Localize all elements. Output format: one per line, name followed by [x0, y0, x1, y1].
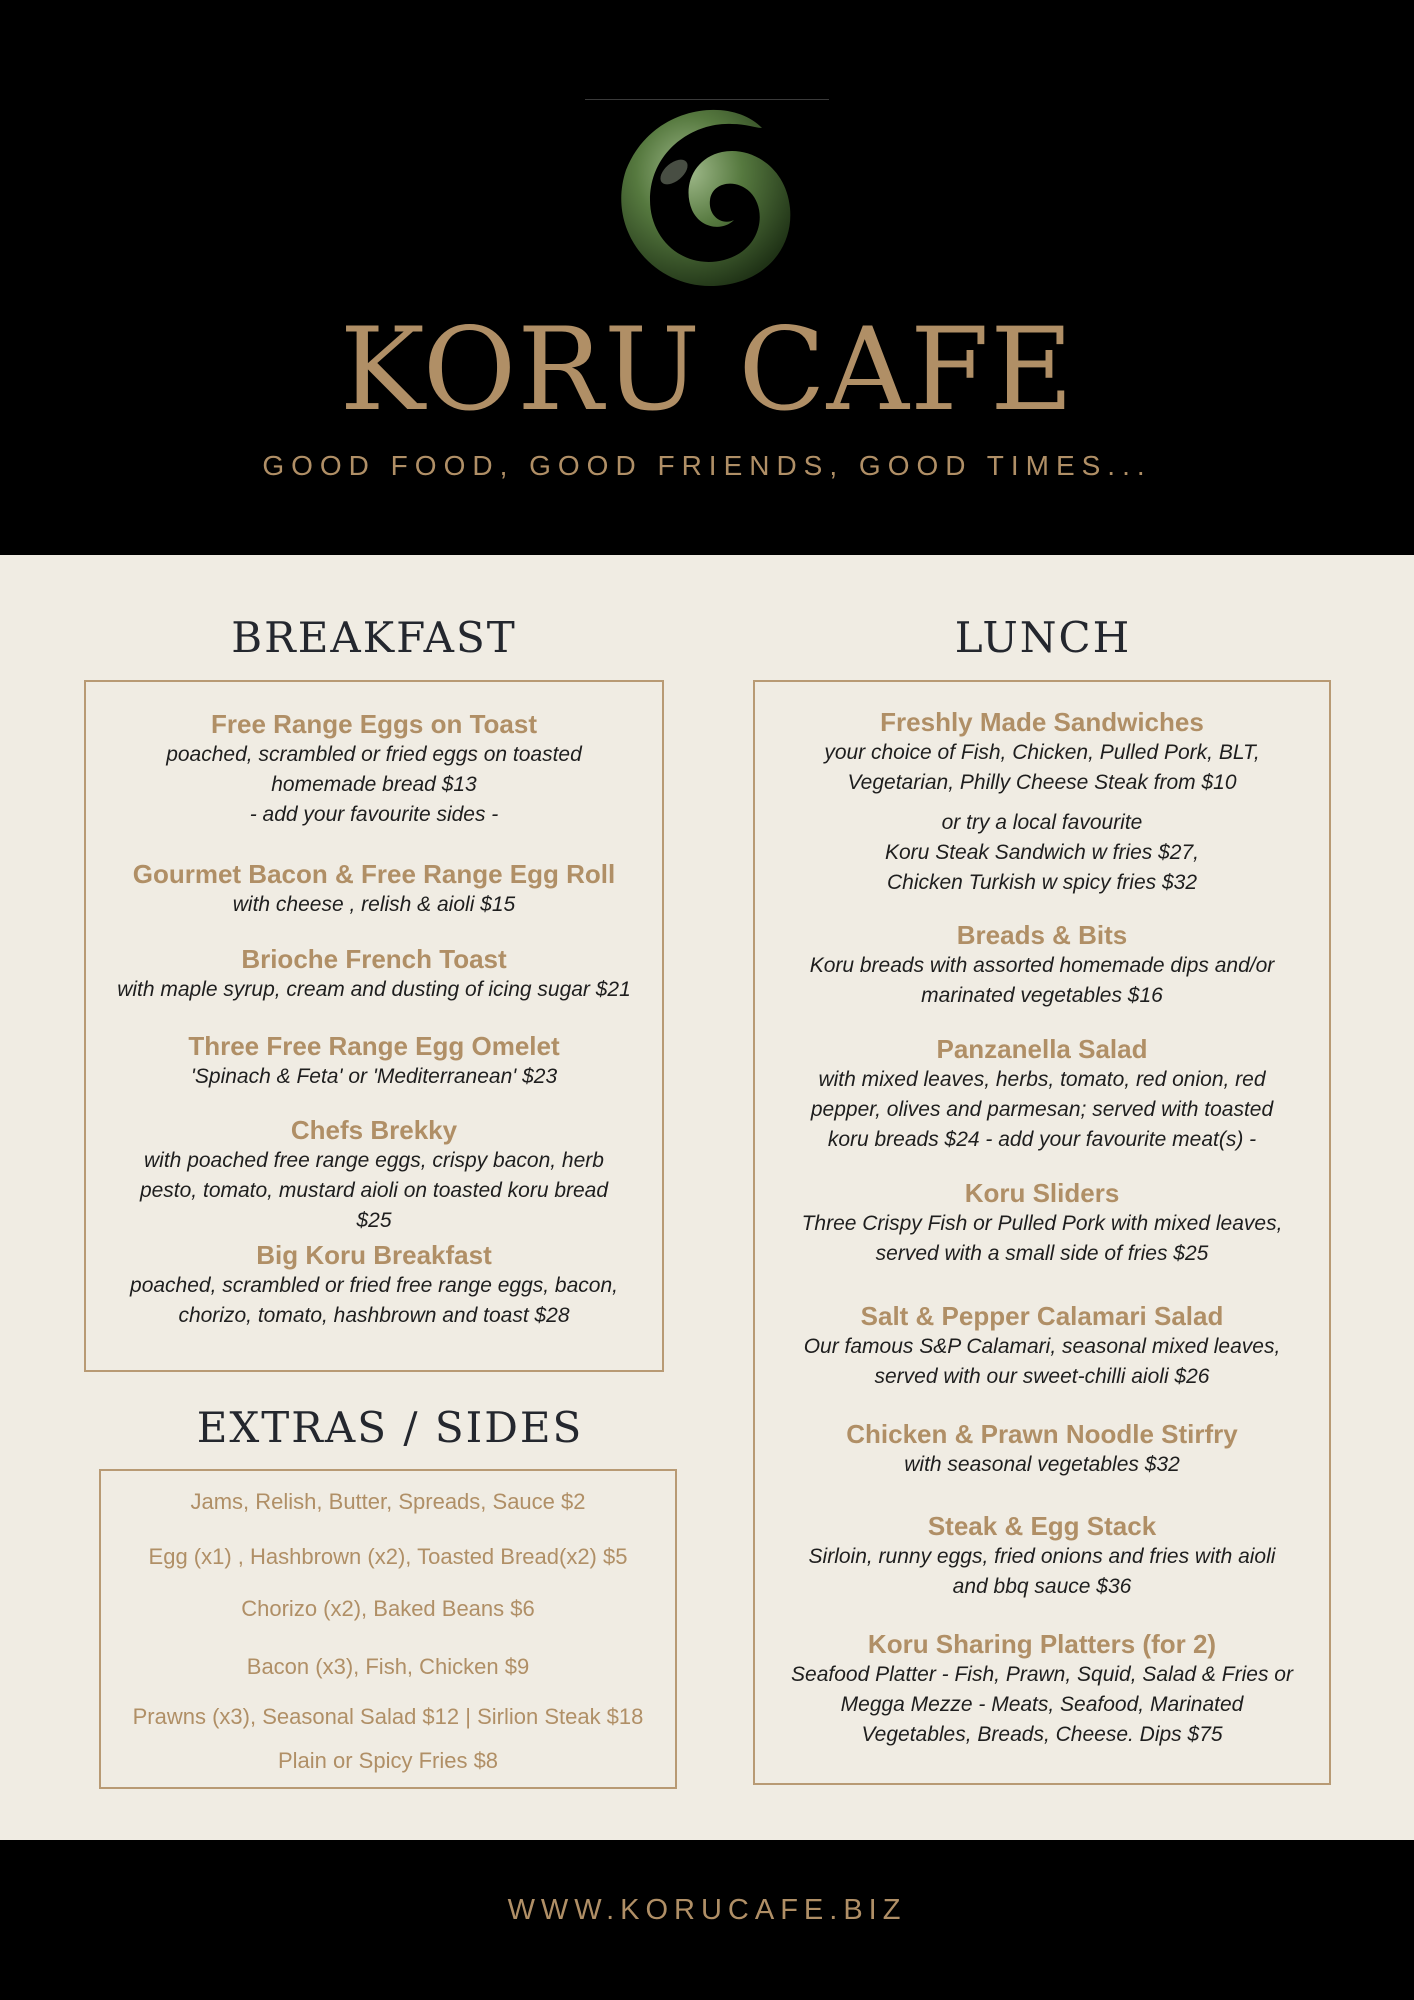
item-desc: Seafood Platter - Fish, Prawn, Squid, Salad & Fries or: [791, 1663, 1293, 1686]
item-desc: with maple syrup, cream and dusting of icing sugar $21: [117, 978, 631, 1001]
item-desc: with cheese , relish & aioli $15: [232, 893, 516, 916]
item-name: Breads & Bits: [956, 920, 1128, 950]
item-name: Salt & Pepper Calamari Salad: [860, 1301, 1224, 1331]
item-name: Gourmet Bacon & Free Range Egg Roll: [132, 859, 616, 889]
item-desc: - add your favourite sides -: [249, 803, 499, 826]
item-desc: with poached free range eggs, crispy bacon, herb: [144, 1149, 604, 1172]
item-desc: or try a local favourite: [941, 811, 1143, 834]
menu-item: [84, 708, 664, 830]
item-name: Panzanella Salad: [936, 1034, 1148, 1064]
menu-item: [753, 808, 1331, 898]
item-desc: with mixed leaves, herbs, tomato, red onion, red: [818, 1068, 1266, 1091]
menu-item: [84, 1239, 664, 1331]
item-desc: chorizo, tomato, hashbrown and toast $28: [178, 1304, 570, 1327]
extras-heading: EXTRAS / SIDES: [196, 1403, 584, 1452]
extra-item: Plain or Spicy Fries $8: [277, 1748, 499, 1773]
menu-item: [753, 1300, 1331, 1392]
item-desc: Megga Mezze - Meats, Seafood, Marinated: [840, 1693, 1244, 1716]
item-desc: 'Spinach & Feta' or 'Mediterranean' $23: [190, 1065, 558, 1088]
item-desc: pesto, tomato, mustard aioli on toasted koru bread: [139, 1179, 609, 1202]
item-name: Koru Sharing Platters (for 2): [867, 1629, 1217, 1659]
lunch-heading: LUNCH: [954, 613, 1132, 662]
item-desc: Koru Steak Sandwich w fries $27,: [885, 841, 1199, 864]
item-name: Freshly Made Sandwiches: [880, 707, 1204, 737]
item-desc: served with a small side of fries $25: [875, 1242, 1209, 1265]
menu-item: [753, 1418, 1331, 1480]
cafe-title: KORU CAFE: [339, 303, 1075, 436]
menu-item: [84, 1030, 664, 1092]
breakfast-heading: BREAKFAST: [231, 613, 517, 662]
item-desc: Three Crispy Fish or Pulled Pork with mixed leaves,: [801, 1212, 1283, 1235]
extra-item: Jams, Relish, Butter, Spreads, Sauce $2: [190, 1489, 586, 1514]
item-desc: with seasonal vegetables $32: [904, 1453, 1180, 1476]
menu-item: [84, 858, 664, 920]
menu-item: [753, 706, 1331, 798]
menu-item: [84, 1114, 664, 1236]
item-name: Chefs Brekky: [290, 1115, 458, 1145]
item-desc: served with our sweet-chilli aioli $26: [874, 1365, 1210, 1388]
item-desc: poached, scrambled or fried eggs on toasted: [166, 743, 582, 766]
menu-item: [84, 943, 664, 1005]
item-name: Brioche French Toast: [241, 944, 507, 974]
tagline: GOOD FOOD, GOOD FRIENDS, GOOD TIMES...: [262, 450, 1152, 481]
item-name: Big Koru Breakfast: [256, 1240, 492, 1270]
menu-item: [753, 1177, 1331, 1269]
extra-item: Chorizo (x2), Baked Beans $6: [241, 1596, 535, 1621]
extra-item: Prawns (x3), Seasonal Salad $12 | Sirlion Steak $18: [132, 1704, 644, 1729]
item-desc: Chicken Turkish w spicy fries $32: [886, 871, 1198, 894]
menu-item: [753, 919, 1331, 1011]
extra-item: Egg (x1) , Hashbrown (x2), Toasted Bread(x2) $5: [148, 1544, 628, 1569]
item-name: Koru Sliders: [964, 1178, 1120, 1208]
menu-item: [753, 1628, 1331, 1750]
koru-spiral-icon: [612, 100, 796, 290]
item-desc: Vegetarian, Philly Cheese Steak from $10: [847, 771, 1237, 794]
item-name: Chicken & Prawn Noodle Stirfry: [846, 1419, 1238, 1449]
item-desc: Koru breads with assorted homemade dips and/or: [809, 954, 1275, 977]
extra-item: Bacon (x3), Fish, Chicken $9: [246, 1654, 530, 1679]
item-desc: homemade bread $13: [271, 773, 477, 796]
item-desc: Sirloin, runny eggs, fried onions and fries with aioli: [808, 1545, 1276, 1568]
website-link[interactable]: WWW.KORUCAFE.BIZ: [507, 1894, 907, 1926]
item-desc: and bbq sauce $36: [952, 1575, 1132, 1598]
menu-item: [753, 1510, 1331, 1602]
item-desc: poached, scrambled or fried free range eggs, bacon,: [130, 1274, 618, 1297]
extras-box: [99, 1469, 677, 1789]
item-name: Free Range Eggs on Toast: [210, 709, 537, 739]
item-name: Three Free Range Egg Omelet: [188, 1031, 560, 1061]
item-desc: pepper, olives and parmesan; served with toasted: [810, 1098, 1274, 1121]
item-desc: koru breads $24 - add your favourite meat(s) -: [827, 1128, 1257, 1151]
menu-item: [753, 1033, 1331, 1155]
item-desc: your choice of Fish, Chicken, Pulled Pork, BLT,: [824, 741, 1260, 764]
item-name: Steak & Egg Stack: [927, 1511, 1157, 1541]
item-desc: marinated vegetables $16: [921, 984, 1163, 1007]
item-desc: Our famous S&P Calamari, seasonal mixed leaves,: [803, 1335, 1281, 1358]
item-desc: $25: [356, 1209, 392, 1232]
item-desc: Vegetables, Breads, Cheese. Dips $75: [861, 1723, 1223, 1746]
